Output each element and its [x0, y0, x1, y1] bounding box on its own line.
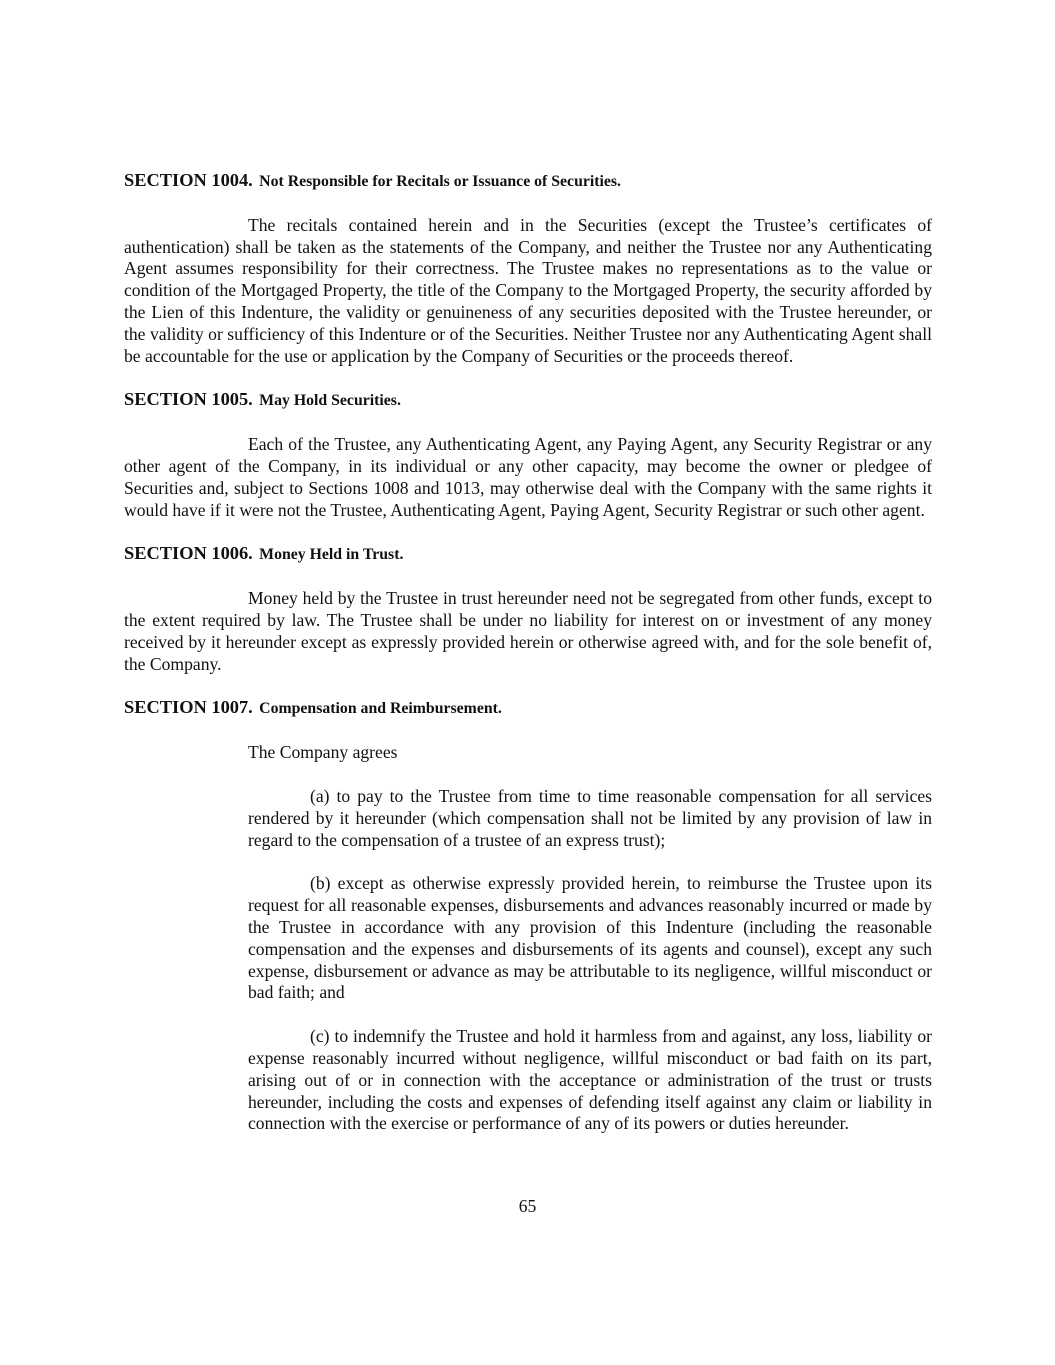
section-title: Compensation and Reimbursement. — [259, 700, 502, 718]
section-number: SECTION 1006. — [124, 543, 253, 564]
section-lead-text: The Company agrees — [248, 742, 398, 763]
document-page — [124, 170, 932, 1157]
clause-b: (b) except as otherwise expressly provided herein, to reimburse the Trustee upon its request for all reasonable expenses, disbursements and advances reasonably incurred or made by the Trustee in accordance with any provision of this Indenture (including the reasonable compensation and the expenses and disbursements of its agents and counsel), except any such expense, disbursement or advance as may be attributable to its negligence, willful misconduct or bad faith; and — [248, 873, 932, 1003]
section-paragraph: The recitals contained herein and in the Securities (except the Trustee’s certificates of authentication) shall be taken as the statements of the Company, and neither the Trustee nor any Authenticating Agent assumes responsibility for their correctness. The Trustee makes no representations as to the value or condition of the Mortgaged Property, the title of the Company to the Mortgaged Property, the security afforded by the Lien of this Indenture, the validity or genuineness of any securities deposited with the Trustee hereunder, or the validity or sufficiency of this Indenture or of the Securities. Neither Trustee nor any Authenticating Agent shall be accountable for the use or application by the Company of Securities or the proceeds thereof. — [124, 214, 932, 366]
section-heading-1006 — [124, 543, 932, 566]
clause-a: (a) to pay to the Trustee from time to time reasonable compensation for all services rendered by it hereunder (which compensation shall not be limited by any provision of law in regard to the compensation of a trustee of an express trust); — [248, 785, 932, 850]
clause-c: (c) to indemnify the Trustee and hold it harmless from and against, any loss, liability or expense reasonably incurred without negligence, willful misconduct or bad faith on its part, arising out of or in connection with the acceptance or administration of the trust or trusts hereunder, including the costs and expenses of defending itself against any claim or liability in connection with the exercise or performance of any of its powers or duties hereunder. — [248, 1026, 932, 1134]
section-paragraph: Each of the Trustee, any Authenticating Agent, any Paying Agent, any Security Registrar or any other agent of the Company, in its individual or any other capacity, may become the owner or pledgee of Securities and, subject to Sections 1008 and 1013, may otherwise deal with the Company with the same rights it would have if it were not the Trustee, Authenticating Agent, Paying Agent, Security Registrar or such other agent. — [124, 434, 932, 520]
section-paragraph: Money held by the Trustee in trust hereunder need not be segregated from other funds, except to the extent required by law. The Trustee shall be under no liability for interest on or investment of any money received by it hereunder except as expressly provided herein or otherwise agreed with, and for the sole benefit of, the Company. — [124, 588, 932, 674]
section-heading-1004 — [124, 170, 932, 193]
section-number: SECTION 1004. — [124, 170, 253, 190]
section-title: Money Held in Trust. — [259, 546, 404, 564]
page-number: 65 — [518, 1196, 537, 1216]
section-number: SECTION 1005. — [124, 389, 253, 410]
section-heading-1007 — [124, 697, 932, 720]
section-heading-1005 — [124, 389, 932, 412]
section-title: Not Responsible for Recitals or Issuance of Securities. — [259, 173, 622, 190]
section-number: SECTION 1007. — [124, 697, 253, 718]
section-title: May Hold Securities. — [259, 392, 401, 410]
